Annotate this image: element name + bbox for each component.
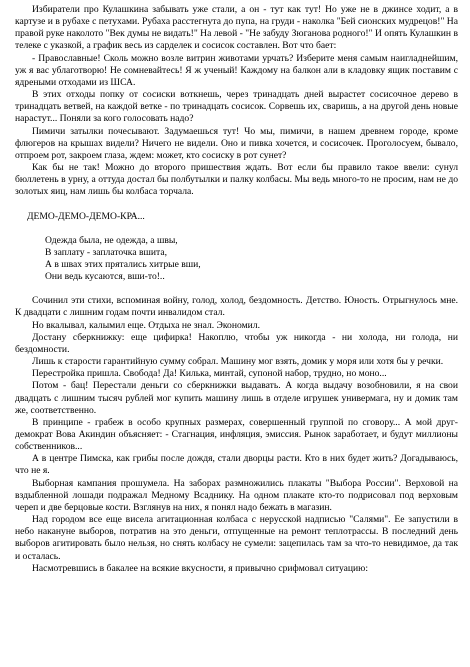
paragraph-5: Как бы не так! Можно до второго пришествия ждать. Вот если бы правило такое ввели: сунул бюллетень в урну, а оттуда достал бы полбутылки и палку колбасы. Мы ведь много-то не просим, нам не до золотых яиц, нам лишь бы колбаса торчала.: [15, 162, 458, 198]
paragraph-11: Потом - бац! Перестали деньги со сберкнижки выдавать. А когда выдачу возобновили, я на свои двадцать с лишним тысяч рублей мог купить машину лишь в отделе игрушек универмага, ну и домик там же, соответственно.: [15, 380, 458, 416]
poem-line: А в швах этих прятались хитрые вши,: [45, 258, 201, 270]
paragraph-6: Сочинил эти стихи, вспоминая войну, голод, холод, бездомность. Детство. Юность. Отрыгнулось мне. К двадцати с лишним годам почти инвалидом стал.: [15, 295, 458, 319]
paragraph-3: В этих отходы попку от сосиски воткнешь, через тринадцать дней вырастет сосисочное дерево в тринадцать ветвей, на каждой ветке - по тринадцать сосисок. Сорвешь их, свaришь, а на другой день новые нарастут... Поняли за кого голосовать надо?: [15, 89, 458, 125]
paragraph-9: Лишь к старости гарантийную сумму собрал. Машину мог взять, домик у моря или хотя бы у речки.: [32, 356, 444, 368]
paragraph-13: А в центре Пимска, как грибы после дождя, стали дворцы расти. Кто в них будет жить? Догадываюсь, что не я.: [15, 453, 458, 477]
poem-line: В заплату - заплаточка вшита,: [45, 246, 167, 258]
paragraph-12: В принципе - грабеж в особо крупных размерах, совершенный группой по сговору... А мой друг-демократ Вова Акиндин объясняет: - Стагнация, инфляция, эмиссия. Рынок заработает, и будут миллионы собственников...: [15, 416, 458, 453]
spacer: [15, 283, 458, 295]
spacer: [15, 199, 458, 211]
paragraph-1: Избиратели про Кулашкина забывать уже стали, а он - тут как тут! Но уже не в джинсе ходит, а в картузе и в рубахе с петухами. Рубаха расстегнута до пупа, на груди - наколка "Бей сионских мудрецов!" На правой руке наколото "Век думы не видать!" На левой - "Не забуду Зюганова родного!" И опять Кулашкин в телеке с указкой, а график весь из сарделек и сосисок составлен. Вот что бает:: [15, 4, 458, 52]
paragraph-14: Выборная кампания прошумела. На заборах размножились плакаты "Выбора России". Верховой на вздыбленной лошади подражал Медному Всаднику. На одном плакате кто-то подрисовал под верховым череп и две берцовые кости. Взглянув на них, я понял надо бежать в магазин.: [15, 477, 458, 513]
poem-line: Одежда была, не одежда, а швы,: [45, 234, 178, 246]
poem: [45, 235, 458, 284]
paragraph-10: Перестройка пришла. Свобода! Да! Килька, минтай, супоной набор, трудно, но моно...: [32, 368, 387, 380]
poem-line: Они ведь кусаются, вши-то!..: [45, 271, 165, 283]
paragraph-15: Над городом все еще висела агитационная колбаса с нерусской надписью "Салями". Ее запустили в небо накануне выборов, потратив на это деньги, отпущенные на ремонт теплотрассы. В последний день выборов агитировать было нельзя, но снять колбасу не сумели: зацепилась там за что-то невидимое, да так и осталась.: [15, 514, 458, 562]
paragraph-4: Пимичи затылки почесывают. Задумаешься тут! Чо мы, пимичи, в нашем древнем городе, кроме флюгеров на крышах видели? Ничего не видели. Оно и пивка хочется, и сосисочек. Проголосуем, бывало, отпроем рот, закроем глаза, ждем: может, кто сосиску в рот сунет?: [15, 125, 458, 161]
paragraph-16: Насмотревшись в бакалее на всякие вкусности, я привычно срифмовал ситуацию:: [32, 562, 369, 574]
paragraph-7: Но вкалывал, калымил еще. Отдыха не знал. Экономил.: [32, 319, 260, 331]
paragraph-2: - Православные! Сколь можно возле витрин животами урчать? Изберите меня самым наигладнейшим, уж я вас ублаготворю! Не сомневайтесь! Я ж ученый! Каждому на балкон али в кладовку ящик поставим с ядреными отходами из ШСА.: [15, 52, 458, 88]
section-heading: ДЕМО-ДЕМО-ДЕМО-КРА...: [27, 210, 145, 222]
spacer: [15, 223, 458, 235]
paragraph-8: Достану сберкнижку: еще цифирка! Накоплю, чтобы уж никогда - ни холода, ни голода, ни бездомности.: [15, 331, 458, 355]
